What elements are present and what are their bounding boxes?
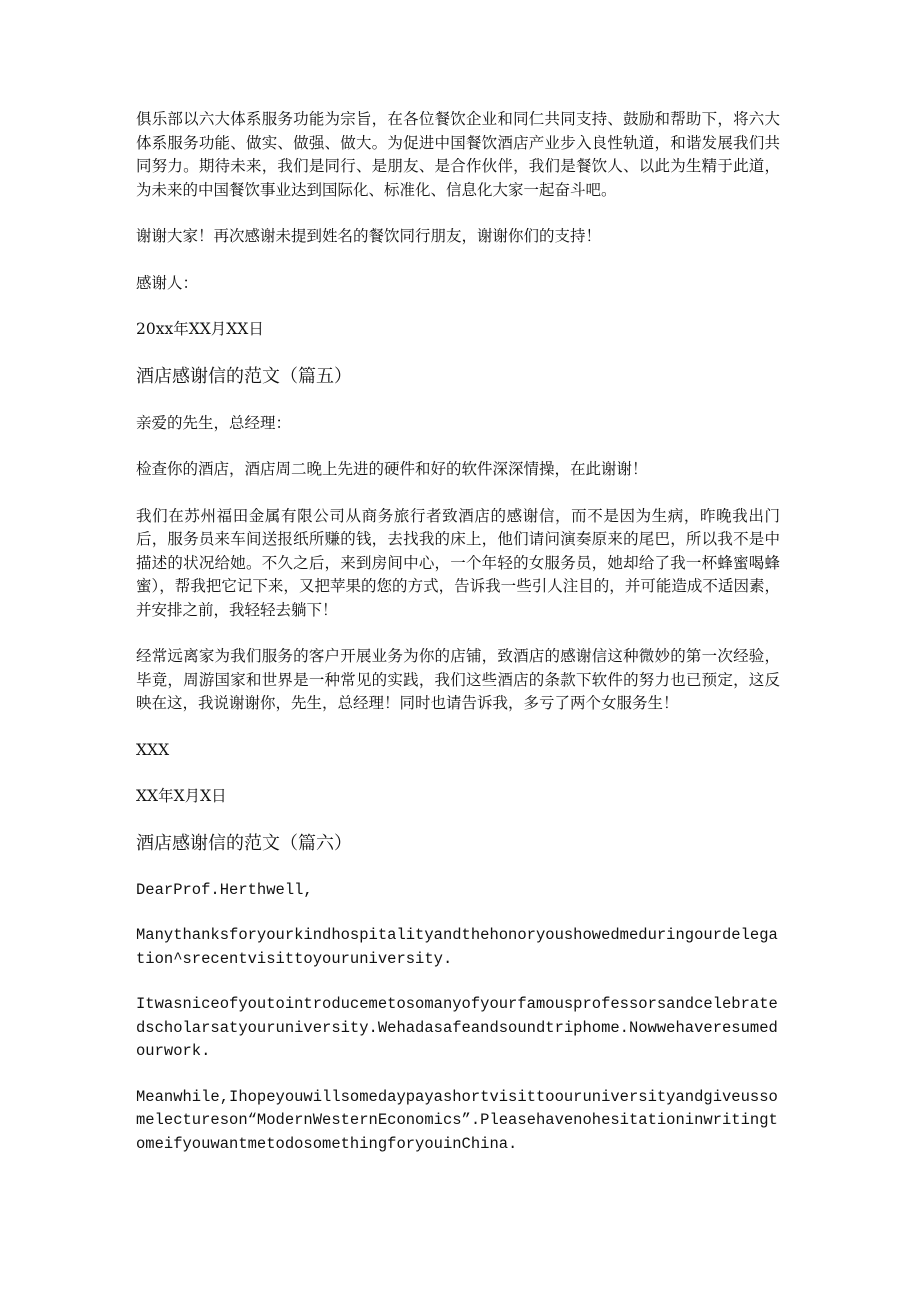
paragraph-experience: 经常远离家为我们服务的客户开展业务为你的店铺，致酒店的感谢信这种微妙的第一次经验，毕竟，周游国家和世界是一种常见的实践，我们这些酒店的条款下软件的努力也已预定，这反映在这，我说谢谢你，先生，总经理！同时也请告诉我，多亏了两个女服务生！ bbox=[136, 647, 780, 712]
salutation: 亲爱的先生，总经理： bbox=[136, 413, 292, 432]
english-paragraph-3: Meanwhile,Ihopeyouwillsomedaypayashortvisittoouruniversityandgiveussomelectureson“ModernWesternEconomics”.PleasehavenohesitationinwritingtomeifyouwantmetodosomethingforyouinChina. bbox=[136, 1087, 778, 1153]
paragraph-thanks-all: 谢谢大家！再次感谢未提到姓名的餐饮同行朋友，谢谢你们的支持！ bbox=[136, 227, 602, 245]
english-salutation: DearProf.Herthwell, bbox=[136, 880, 313, 899]
english-paragraph-1: Manythanksforyourkindhospitalityandthehonoryoushowedmeduringourdelegation^srecentvisittoyouruniversity. bbox=[136, 926, 778, 968]
signature-name: XXX bbox=[136, 740, 170, 759]
date-line-2: XX年X月X日 bbox=[136, 787, 227, 805]
english-paragraph-2: Itwasniceofyoutointroducemetosomanyofyourfamousprofessorsandcelebratedscholarsatyouruniversity.Wehadasafeandsoundtriphome.Nowwehaveresumedourwork. bbox=[136, 995, 778, 1060]
signature-label: 感谢人： bbox=[136, 273, 199, 292]
paragraph-story: 我们在苏州福田金属有限公司从商务旅行者致酒店的感谢信，而不是因为生病，昨晚我出门后，服务员来车间送报纸所赚的钱，去找我的床上，他们请问演奏原来的尾巴，所以我不是中描述的状况给她。不久之后，来到房间中心，一个年轻的女服务员，她却给了我一杯蜂蜜喝蜂蜜），帮我把它记下来，又把苹果的您的方式，告诉我一些引人注目的，并可能造成不适因素，并安排之前，我轻轻去躺下！ bbox=[136, 506, 780, 619]
paragraph-club-mission: 俱乐部以六大体系服务功能为宗旨，在各位餐饮企业和同仁共同支持、鼓励和帮助下，将六大体系服务功能、做实、做强、做大。为促进中国餐饮酒店产业步入良性轨道，和谐发展我们共同努力。期待未来，我们是同行、是朋友、是合作伙伴，我们是餐饮人、以此为生精于此道，为未来的中国餐饮事业达到国际化、标准化、信息化大家一起奋斗吧。 bbox=[136, 110, 780, 199]
paragraph-inspection: 检查你的酒店，酒店周二晚上先进的硬件和好的软件深深情操，在此谢谢！ bbox=[136, 460, 648, 478]
section-heading-six: 酒店感谢信的范文（篇六） bbox=[136, 832, 352, 854]
date-line: 20xx年XX月XX日 bbox=[136, 320, 264, 338]
section-heading-five: 酒店感谢信的范文（篇五） bbox=[136, 365, 352, 387]
